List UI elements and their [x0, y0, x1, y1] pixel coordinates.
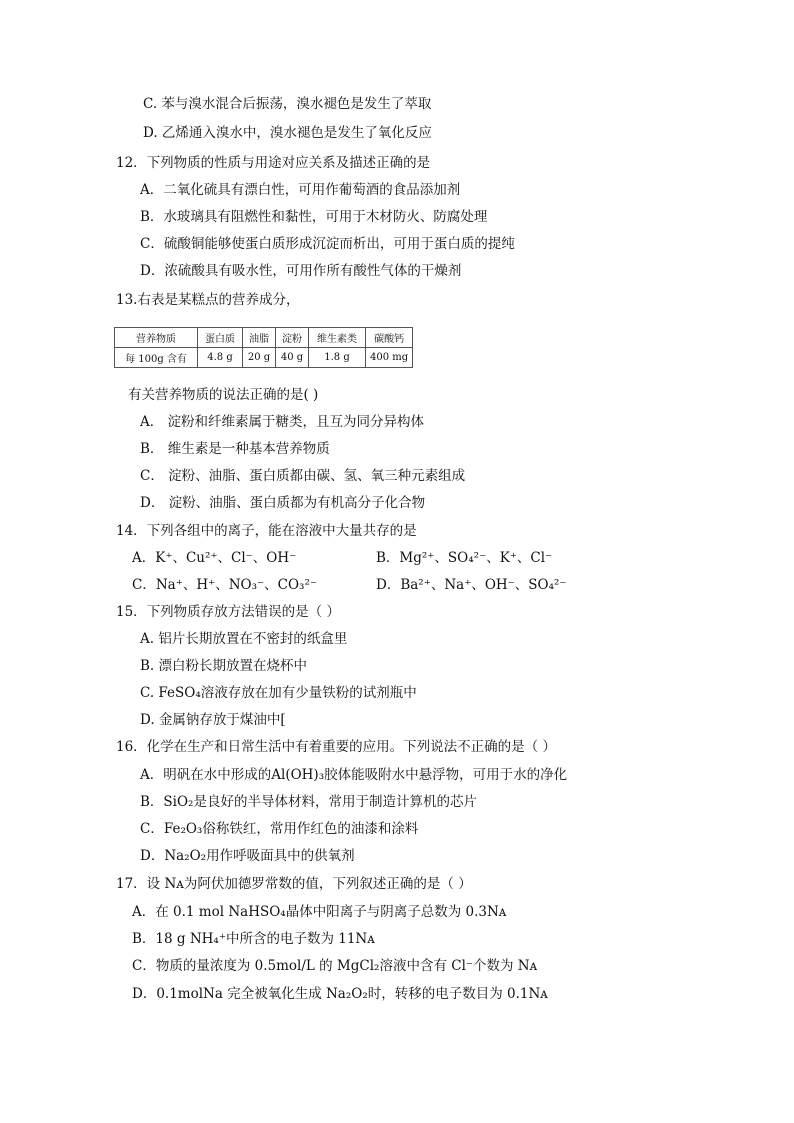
q17-option-d: D．0.1molNa 完全被氧化生成 Na₂O₂时，转移的电子数目为 0.1Nᴀ [132, 986, 548, 1002]
q17-option-b: B．18 g NH₄⁺中所含的电子数为 11Nᴀ [132, 931, 375, 947]
q12-stem: 12．下列物质的性质与用途对应关系及描述正确的是 [116, 155, 431, 171]
q13-option-d: D． 淀粉、油脂、蛋白质都为有机高分子化合物 [140, 495, 426, 511]
q13-stem: 13.右表是某糕点的营养成分， [116, 292, 300, 308]
q13-option-b: B． 维生素是一种基本营养物质 [140, 441, 330, 457]
q12-option-a: A．二氧化硫具有漂白性，可用作葡萄酒的食品添加剂 [140, 182, 461, 198]
q11-option-d: D. 乙烯通入溴水中，溴水褪色是发生了氧化反应 [143, 125, 432, 141]
table-header-cell: 油脂 [243, 328, 276, 348]
table-header-cell: 碳酸钙 [366, 328, 413, 348]
q16-stem: 16．化学在生产和日常生活中有着重要的应用。下列说法不正确的是（ ） [116, 739, 556, 755]
table-cell: 20 g [243, 348, 276, 368]
table-header-cell: 维生素类 [309, 328, 366, 348]
table-header-cell: 蛋白质 [198, 328, 243, 348]
q15-option-a: A. 铝片长期放置在不密封的纸盒里 [140, 631, 348, 647]
q14-option-d: D．Ba²⁺、Na⁺、OH⁻、SO₄²⁻ [376, 577, 567, 593]
table-cell: 4.8 g [198, 348, 243, 368]
q11-option-c: C. 苯与溴水混合后振荡，溴水褪色是发生了萃取 [143, 96, 432, 112]
nutrition-table [114, 327, 413, 368]
q15-stem: 15．下列物质存放方法错误的是（ ） [116, 604, 340, 620]
table-cell: 每 100g 含有 [115, 348, 198, 368]
q13-option-a: A． 淀粉和纤维素属于糖类，且互为同分异构体 [140, 414, 425, 430]
q17-stem: 17．设 Nᴀ为阿伏加德罗常数的值，下列叙述正确的是（ ） [116, 876, 472, 892]
q16-option-a: A．明矾在水中形成的Al(OH)₃胶体能吸附水中悬浮物，可用于水的净化 [140, 767, 568, 783]
q13-option-c: C． 淀粉、油脂、蛋白质都由碳、氢、氧三种元素组成 [140, 468, 466, 484]
table-row [115, 348, 413, 368]
q12-option-b: B．水玻璃具有阻燃性和黏性，可用于木材防火、防腐处理 [140, 209, 488, 225]
table-cell: 1.8 g [309, 348, 366, 368]
q15-option-b: B. 漂白粉长期放置在烧杯中 [140, 658, 308, 674]
q17-option-a: A．在 0.1 mol NaHSO₄晶体中阳离子与阴离子总数为 0.3Nᴀ [132, 904, 507, 920]
q15-option-c: C. FeSO₄溶液存放在加有少量铁粉的试剂瓶中 [140, 685, 417, 701]
q16-option-b: B．SiO₂是良好的半导体材料，常用于制造计算机的芯片 [140, 794, 477, 810]
q13-question: 有关营养物质的说法正确的是( ) [128, 387, 319, 403]
table-header-cell: 淀粉 [276, 328, 309, 348]
q14-option-a: A．K⁺、Cu²⁺、Cl⁻、OH⁻ [132, 550, 297, 566]
q16-option-d: D．Na₂O₂用作呼吸面具中的供氧剂 [140, 848, 355, 864]
q14-stem: 14．下列各组中的离子，能在溶液中大量共存的是 [116, 523, 417, 539]
q12-option-d: D．浓硫酸具有吸水性，可用作所有酸性气体的干燥剂 [140, 263, 462, 279]
table-cell: 40 g [276, 348, 309, 368]
table-cell: 400 mg [366, 348, 413, 368]
q14-option-b: B．Mg²⁺、SO₄²⁻、K⁺、Cl⁻ [376, 550, 553, 566]
q15-option-d: D. 金属钠存放于煤油中[ [140, 712, 286, 728]
q12-option-c: C．硫酸铜能够使蛋白质形成沉淀而析出，可用于蛋白质的提纯 [140, 236, 515, 252]
table-header-cell: 营养物质 [115, 328, 198, 348]
table-header-row [115, 328, 413, 348]
q17-option-c: C．物质的量浓度为 0.5mol/L 的 MgCl₂溶液中含有 Cl⁻个数为 Nᴀ [132, 958, 538, 974]
q14-option-c: C．Na⁺、H⁺、NO₃⁻、CO₃²⁻ [132, 577, 317, 593]
q16-option-c: C．Fe₂O₃俗称铁红，常用作红色的油漆和涂料 [140, 821, 419, 837]
